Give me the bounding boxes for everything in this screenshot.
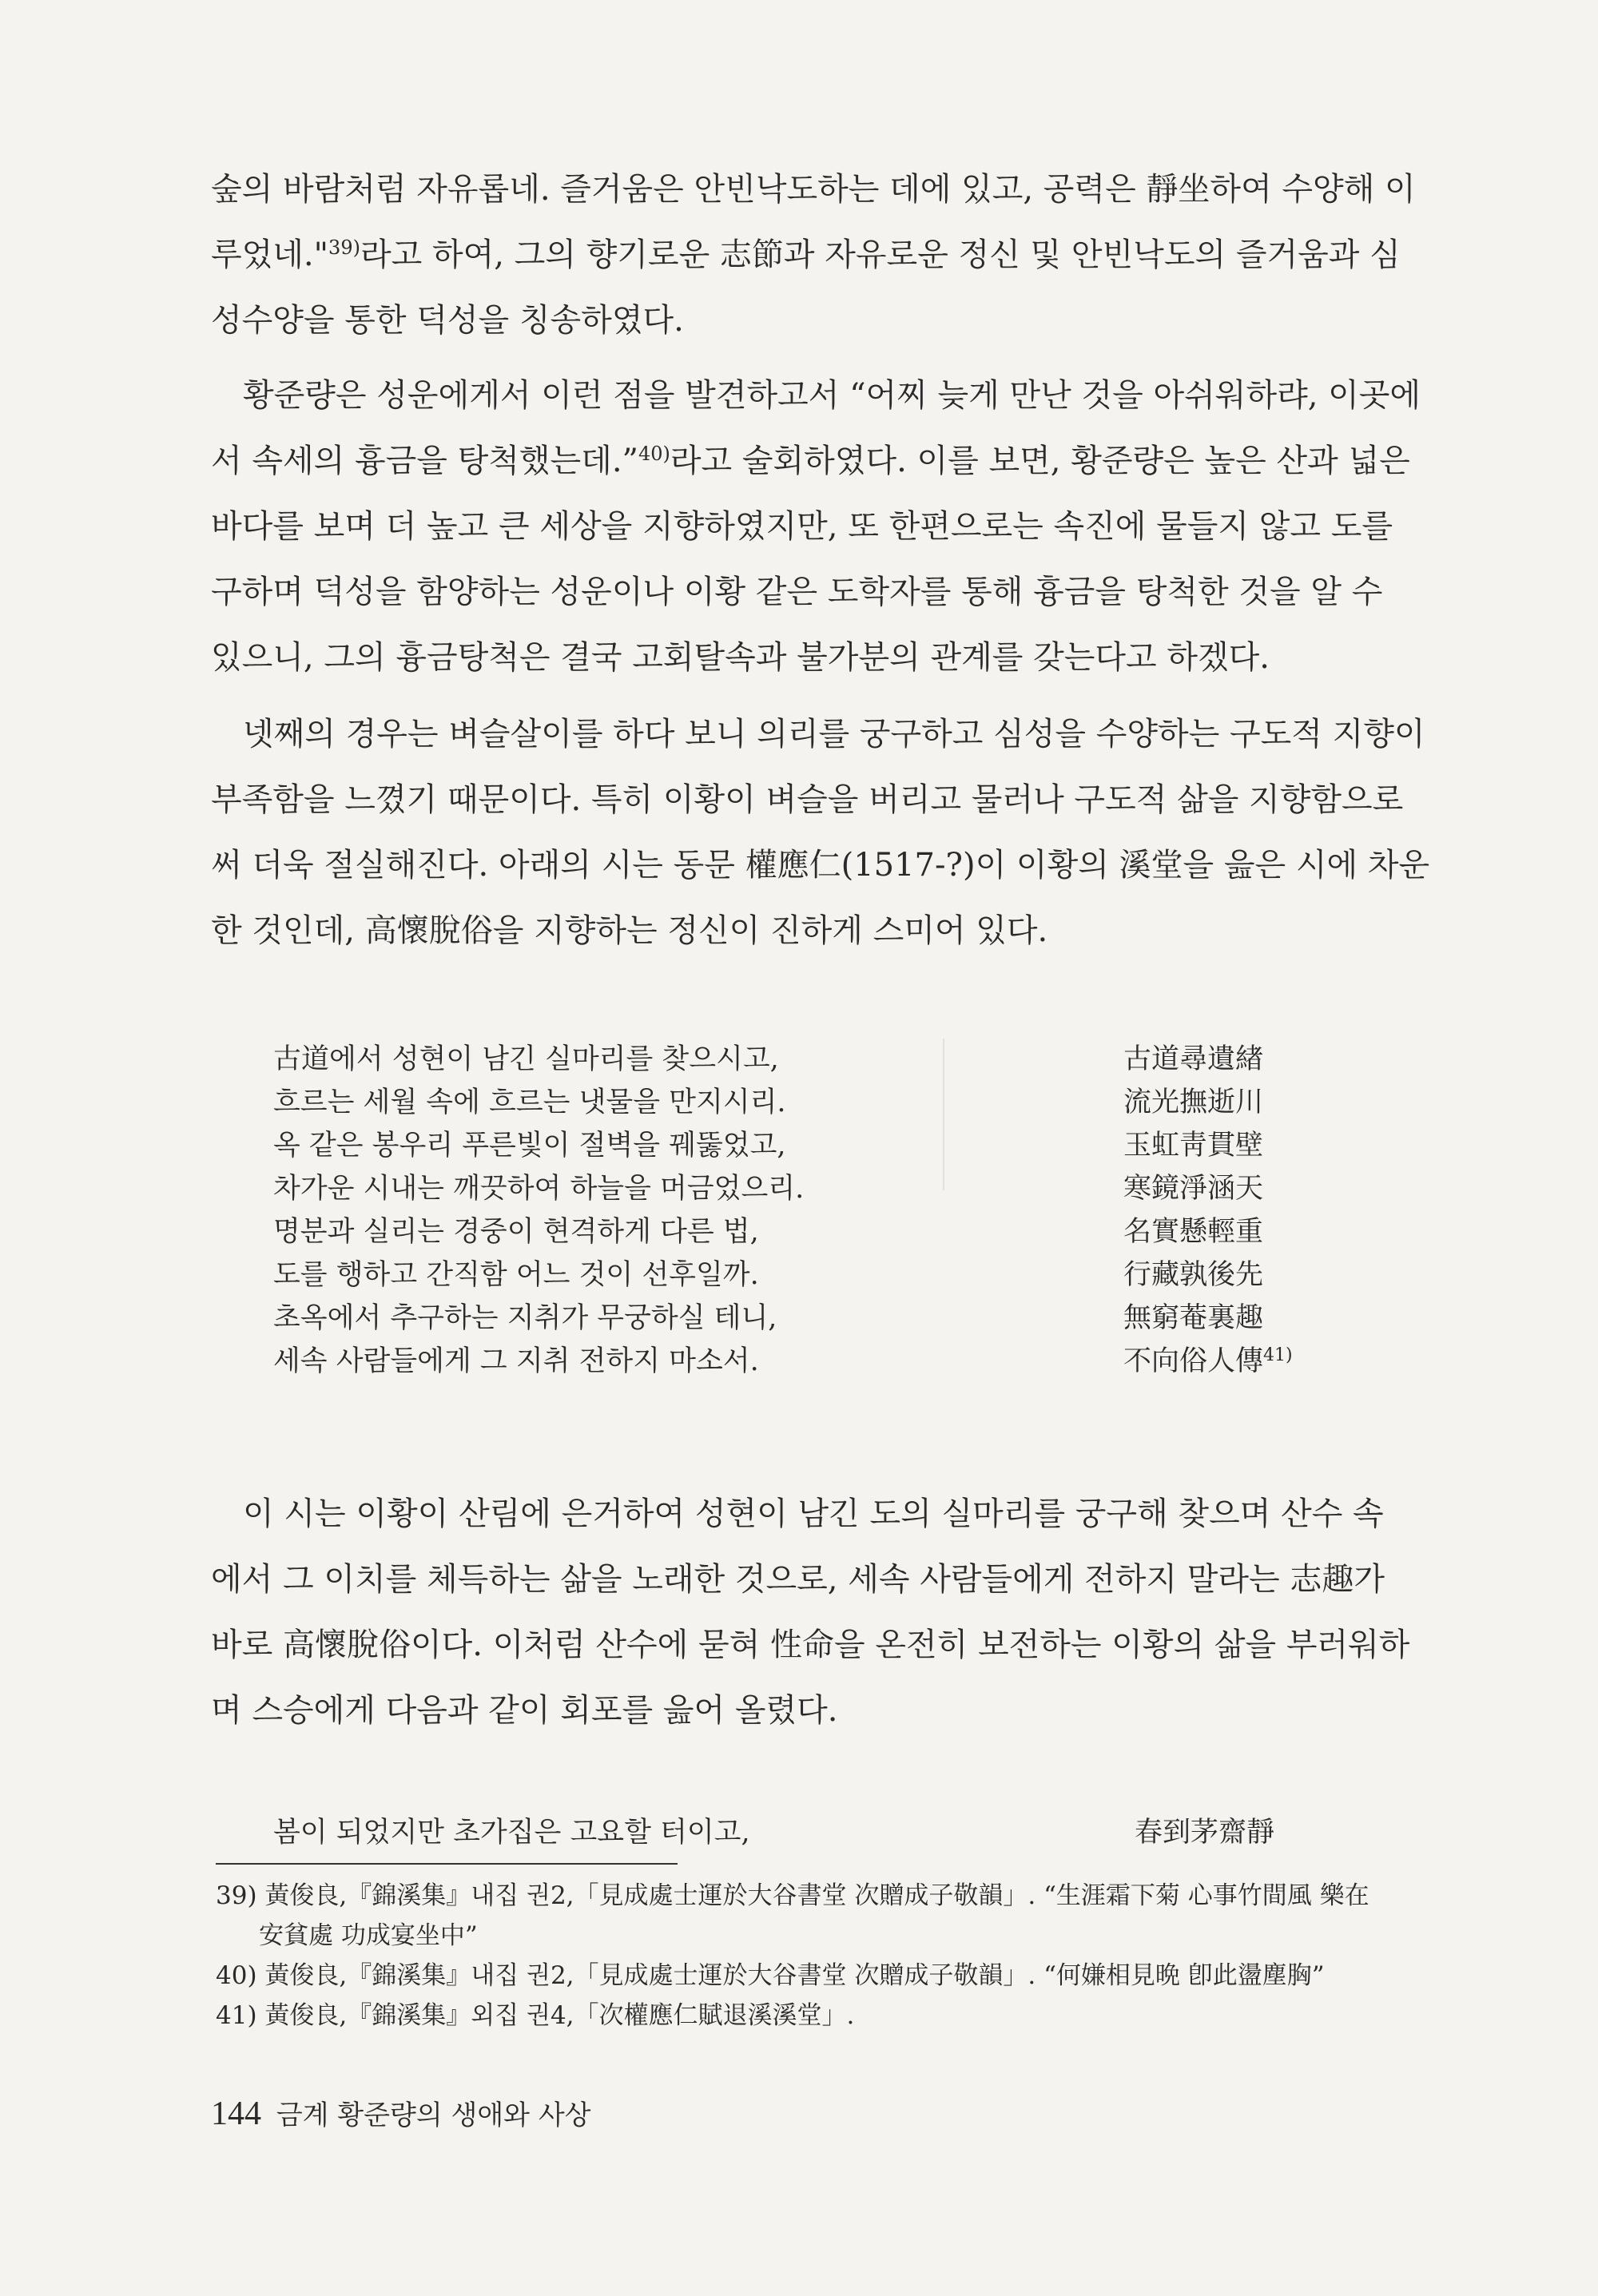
text-line: 바다를 보며 더 높고 큰 세상을 지향하였지만, 또 한편으로는 속진에 물들지 않고 도를 bbox=[211, 508, 1393, 545]
text-line: 있으니, 그의 흉금탕척은 결국 고회탈속과 불가분의 관계를 갖는다고 하겠다. bbox=[211, 639, 1270, 676]
paragraph-4 bbox=[211, 1481, 1486, 1743]
poem-hanja: 行藏孰後先 bbox=[1123, 1259, 1264, 1291]
poem-korean: 도를 행하고 간직함 어느 것이 선후일까. bbox=[273, 1259, 759, 1291]
text-line: 숲의 바람처럼 자유롭네. 즐거움은 안빈낙도하는 데에 있고, 공력은 靜坐하여 수양해 이 bbox=[211, 171, 1416, 208]
footnote-40 bbox=[216, 1956, 1494, 1996]
poem-line bbox=[273, 1296, 1520, 1339]
poem-1 bbox=[273, 1037, 1520, 1382]
text-line: 이 시는 이황이 산림에 은거하여 성현이 남긴 도의 실마리를 궁구해 찾으며 산수 속 bbox=[243, 1496, 1384, 1532]
footnotes bbox=[216, 1876, 1494, 2036]
footnote-ref-39[interactable]: 39) bbox=[328, 236, 360, 259]
poem-line bbox=[273, 1080, 1520, 1123]
footnote-line: 41) 黃俊良,『錦溪集』외집 권4,「次權應仁賦退溪溪堂」. bbox=[216, 2001, 855, 2030]
text-line: 에서 그 이치를 체득하는 삶을 노래한 것으로, 세속 사람들에게 전하지 말라는 志趣가 bbox=[211, 1561, 1385, 1598]
footnote-line: 40) 黃俊良,『錦溪集』내집 권2,「見成處士運於大谷書堂 次贈成子敬韻」. “何嫌相見晩 卽此盪塵胸” bbox=[216, 1961, 1325, 1990]
footnote-41 bbox=[216, 1996, 1494, 2036]
text-line: 구하며 덕성을 함양하는 성운이나 이황 같은 도학자를 통해 흉금을 탕척한 것을 알 수 bbox=[211, 574, 1383, 610]
poem-line bbox=[273, 1037, 1520, 1080]
footnote-divider bbox=[216, 1863, 678, 1865]
paragraph-1 bbox=[211, 157, 1486, 353]
paragraph-2 bbox=[211, 363, 1486, 690]
poem-line bbox=[273, 1339, 1520, 1382]
poem-line bbox=[273, 1253, 1520, 1296]
poem-line bbox=[273, 1210, 1520, 1253]
footnote-line: 安貧處 功成宴坐中” bbox=[259, 1921, 478, 1950]
book-title: 금계 황준량의 생애와 사상 bbox=[276, 2099, 591, 2131]
poem-hanja: 玉虹靑貫壁 bbox=[1123, 1130, 1264, 1162]
poem-korean: 봄이 되었지만 초가집은 고요할 터이고, bbox=[273, 1817, 750, 1849]
page-number: 144 bbox=[211, 2095, 261, 2132]
footnote-39 bbox=[216, 1876, 1494, 1956]
text-line: 부족함을 느꼈기 때문이다. 특히 이황이 벼슬을 버리고 물러나 구도적 삶을 지향함으로 bbox=[211, 781, 1404, 818]
poem-hanja: 不向俗人傳$^{41)}$ bbox=[1123, 1345, 1293, 1377]
poem-hanja: 名實懸輕重 bbox=[1123, 1216, 1264, 1248]
poem-line bbox=[273, 1123, 1520, 1166]
poem-hanja: 春到茅齋靜 bbox=[1135, 1817, 1275, 1849]
poem-hanja: 古道尋遺緖 bbox=[1123, 1043, 1264, 1075]
poem-line bbox=[273, 1166, 1520, 1210]
poem-line bbox=[273, 1810, 1520, 1853]
text-line: 한 것인데, 高懷脫俗을 지향하는 정신이 진하게 스미어 있다. bbox=[211, 912, 1048, 949]
poem-korean: 세속 사람들에게 그 지취 전하지 마소서. bbox=[273, 1345, 759, 1377]
poem-korean: 古道에서 성현이 남긴 실마리를 찾으시고, bbox=[273, 1043, 779, 1075]
footnote-ref-41[interactable]: 41) bbox=[1263, 1345, 1293, 1365]
text-line: 며 스승에게 다음과 같이 회포를 읊어 올렸다. bbox=[211, 1692, 838, 1729]
text-line: 바로 高懷脫俗이다. 이처럼 산수에 묻혀 性命을 온전히 보전하는 이황의 삶을 부러워하 bbox=[211, 1627, 1410, 1663]
poem-korean: 초옥에서 추구하는 지취가 무궁하실 테니, bbox=[273, 1302, 777, 1334]
text-line: 넷째의 경우는 벼슬살이를 하다 보니 의리를 궁구하고 심성을 수양하는 구도적 지향이 bbox=[243, 716, 1425, 753]
poem-korean: 차가운 시내는 깨끗하여 하늘을 머금었으리. bbox=[273, 1173, 805, 1205]
poem-korean: 명분과 실리는 경중이 현격하게 다른 법, bbox=[273, 1216, 759, 1248]
paragraph-3 bbox=[211, 701, 1486, 963]
poem-hanja: 無窮菴裏趣 bbox=[1123, 1302, 1264, 1334]
footnote-ref-40[interactable]: 40) bbox=[638, 443, 670, 465]
poem-korean: 흐르는 세월 속에 흐르는 냇물을 만지시리. bbox=[273, 1086, 786, 1118]
text-line: 성수양을 통한 덕성을 칭송하였다. bbox=[211, 302, 684, 339]
poem-korean: 옥 같은 봉우리 푸른빛이 절벽을 꿰뚫었고, bbox=[273, 1130, 786, 1162]
page-footer bbox=[211, 2093, 591, 2133]
poem-2 bbox=[273, 1810, 1520, 1853]
poem-hanja: 流光撫逝川 bbox=[1123, 1086, 1264, 1118]
text-line: 루었네."$^{39)}$라고 하여, 그의 향기로운 志節과 자유로운 정신 및 안빈낙도의 즐거움과 심 bbox=[211, 236, 1401, 273]
text-line: 황준량은 성운에게서 이런 점을 발견하고서 “어찌 늦게 만난 것을 아쉬워하랴, 이곳에 bbox=[243, 377, 1421, 414]
text-line: 서 속세의 흉금을 탕척했는데.”$^{40)}$라고 술회하였다. 이를 보면, 황준량은 높은 산과 넓은 bbox=[211, 443, 1410, 479]
footnote-line: 39) 黃俊良,『錦溪集』내집 권2,「見成處士運於大谷書堂 次贈成子敬韻」. “生涯霜下菊 心事竹間風 樂在 bbox=[216, 1881, 1369, 1910]
text-line: 써 더욱 절실해진다. 아래의 시는 동문 權應仁(1517-?)이 이황의 溪堂을 읊은 시에 차운 bbox=[211, 847, 1430, 884]
poem-hanja: 寒鏡淨涵天 bbox=[1123, 1173, 1264, 1205]
